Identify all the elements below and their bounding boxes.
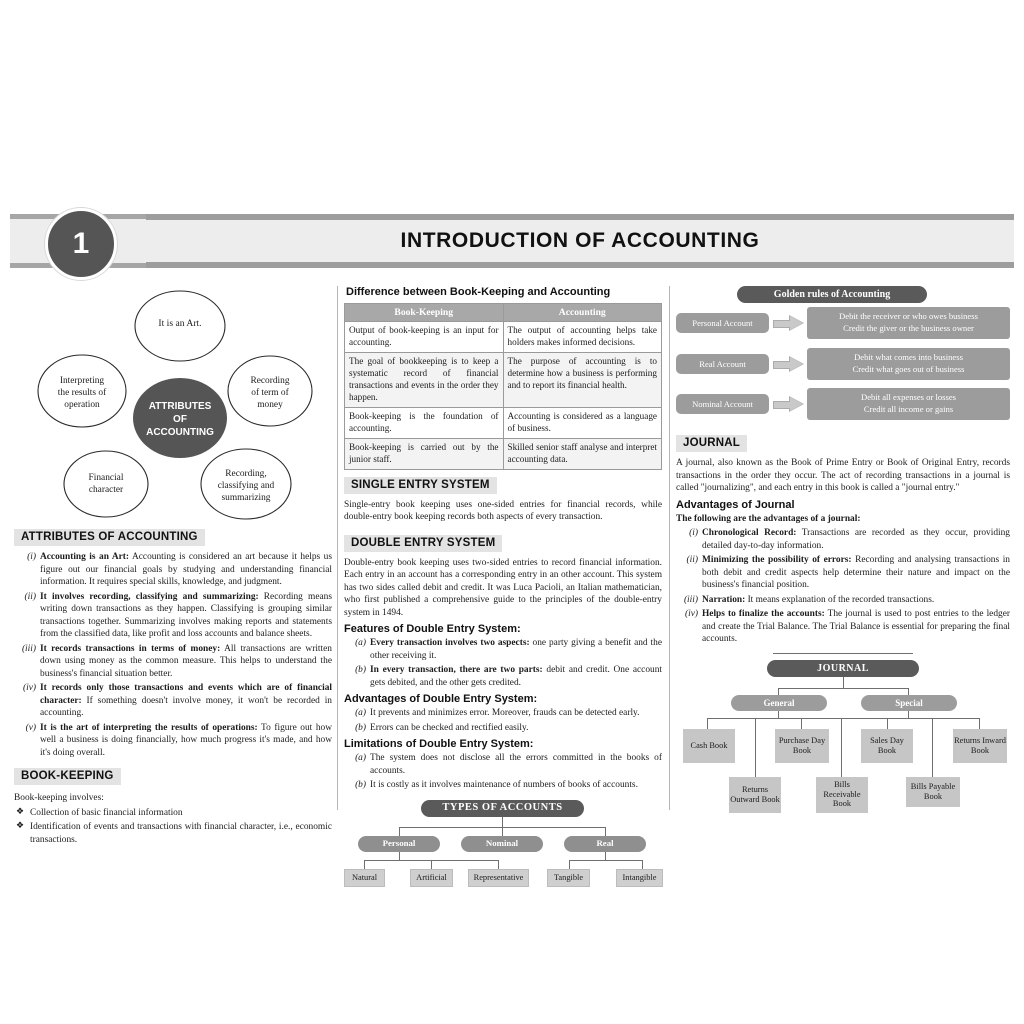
features-heading: Features of Double Entry System: — [344, 623, 521, 636]
chapter-header — [10, 208, 1014, 274]
table-cell: Book-keeping is carried out by the junior staff. — [345, 438, 504, 469]
svg-text:classifying and: classifying and — [217, 481, 275, 491]
journal-leaf-sales-day-book: Sales Day Book — [861, 729, 913, 763]
right-column — [676, 286, 1010, 810]
golden-rule-text-real — [807, 348, 1010, 380]
table-cell: Skilled senior staff analyse and interpret accounting data. — [503, 438, 662, 469]
journal-leaf-cash-book: Cash Book — [683, 729, 735, 763]
list-item-bold: Minimizing the possibility of errors: — [702, 555, 852, 565]
connector — [642, 860, 643, 869]
list-item — [14, 591, 332, 641]
journal-heading: JOURNAL — [676, 435, 747, 452]
list-item-bold: It records transactions in terms of money: — [40, 643, 221, 654]
connector — [431, 860, 432, 869]
section-separator — [773, 653, 913, 654]
connector — [707, 718, 979, 719]
list-item-text: Recording means writing down transactions as they happen. Classifying is grouping similar transactions together. Summarizing involves making reports and statements from the classified data, like profit and loss accounts and balance sheets. — [40, 591, 332, 639]
golden-rules-diagram — [676, 286, 1010, 428]
list-item — [14, 643, 332, 681]
chart-leaf-natural: Natural — [344, 869, 385, 887]
attributes-center-label: ATTRIBUTES — [148, 401, 212, 412]
list-item — [14, 551, 332, 589]
table-header-row — [345, 304, 662, 322]
table-header-cell: Book-Keeping — [345, 304, 504, 322]
journal-text: A journal, also known as the Book of Prime Entry or Book of Original Entry, records transactions in the order they occur. The act of recording transactions in a journal is called "journalizing", and each entry in this book is called a "journal entry." — [676, 458, 1010, 493]
attributes-list — [14, 551, 332, 759]
list-item — [14, 807, 332, 820]
connector — [843, 677, 844, 688]
attribute-node-label: Recording — [250, 376, 290, 386]
rule-line: Debit the receiver or who owes business — [839, 311, 978, 322]
attribute-node-label: It is an Art. — [158, 318, 202, 329]
list-item — [676, 594, 1010, 607]
column-divider-2 — [669, 286, 670, 810]
list-marker: (ii) — [24, 591, 36, 602]
page-title: INTRODUCTION OF ACCOUNTING — [400, 229, 760, 252]
list-item — [14, 682, 332, 720]
connector — [569, 860, 642, 861]
limitations-list — [344, 752, 662, 792]
list-marker: (a) — [355, 708, 366, 719]
double-entry-system-heading: DOUBLE ENTRY SYSTEM — [344, 535, 502, 552]
connector — [364, 860, 365, 869]
list-marker: (a) — [355, 638, 366, 649]
difference-table-title: Difference between Book-Keeping and Accounting — [346, 286, 611, 298]
list-item — [344, 707, 662, 720]
journal-leaf-returns-outward-book: Returns Outward Book — [729, 777, 781, 813]
chart-node-nominal: Nominal — [461, 836, 543, 852]
left-column — [14, 286, 332, 848]
svg-text:the results of: the results of — [57, 388, 107, 398]
golden-rule-text-personal — [807, 307, 1010, 339]
journal-node-special: Special — [861, 695, 957, 711]
table-cell: The purpose of accounting is to determine how a business is performing and to report its financial health. — [503, 352, 662, 407]
column-divider-1 — [337, 286, 338, 810]
table-cell: The output of accounting helps take holders makes informed decisions. — [503, 322, 662, 353]
middle-column — [344, 286, 662, 890]
connector — [605, 827, 606, 836]
connector — [778, 711, 779, 718]
chart-leaf-intangible: Intangible — [616, 869, 663, 887]
limitations-heading: Limitations of Double Entry System: — [344, 738, 534, 751]
connector — [908, 688, 909, 695]
connector — [569, 860, 570, 869]
list-item — [676, 554, 1010, 592]
list-item-text: Collection of basic financial information — [30, 807, 183, 818]
list-marker: (ii) — [686, 555, 698, 565]
journal-leaf-bills-receivable-book: Bills Receivable Book — [816, 777, 868, 813]
svg-text:summarizing: summarizing — [221, 493, 271, 503]
list-marker: (v) — [25, 722, 36, 733]
chart-leaf-artificial: Artificial — [410, 869, 453, 887]
svg-text:operation: operation — [64, 400, 100, 410]
list-item-text: one party giving a benefit and the other receiving it. — [370, 638, 662, 661]
list-item-text: If something doesn't involve money, it won't be recorded in accounting. — [40, 695, 332, 718]
single-entry-system-text: Single-entry book keeping uses one-sided entries for financial records, while double-entry book keeping records both aspects of every transaction. — [344, 499, 662, 523]
connector — [399, 827, 400, 836]
double-entry-system-text: Double-entry book keeping uses two-sided entries to record financial information. Each entry in an account has a corresponding entry in an other account. This system has two sides called debit and credit. It was Luca Pacioli, an Italian mathematician, who first published a comprehensive guide to the principles of the double-entry system in 1494. — [344, 557, 662, 618]
list-marker: (i) — [689, 528, 698, 538]
list-item-text: To figure out how well a business is doing financially, how much progress it's made, and how it's doing overall. — [40, 722, 332, 758]
attribute-node-label: Recording, — [225, 469, 267, 479]
list-marker: (b) — [355, 665, 366, 676]
svg-text:ACCOUNTING: ACCOUNTING — [146, 427, 214, 438]
list-item-bold: Accounting is an Art: — [40, 552, 130, 562]
chapter-number-badge: 1 — [45, 208, 117, 280]
rule-line: Credit what goes out of business — [852, 364, 965, 374]
journal-leaf-purchase-day-book: Purchase Day Book — [775, 729, 829, 763]
chart-leaf-tangible: Tangible — [547, 869, 590, 887]
list-item-text: The system does not disclose all the errors committed in the books of accounts. — [370, 753, 662, 776]
golden-rule-account-real: Real Account — [676, 354, 769, 374]
list-item-bold: Helps to finalize the accounts: — [702, 609, 825, 619]
difference-table — [344, 303, 662, 470]
list-marker: (b) — [355, 722, 366, 733]
rule-line: Credit all income or gains — [863, 404, 954, 414]
list-item — [344, 752, 662, 777]
connector — [502, 827, 503, 836]
list-item — [344, 722, 662, 735]
chart-root-node: TYPES OF ACCOUNTS — [421, 800, 584, 817]
list-item-text: Accounting is considered an art because it helps us figure out our financial goals by studying and understanding financial information. It requires special skills, knowledge, and judgment. — [40, 552, 332, 587]
list-marker: (b) — [355, 780, 366, 791]
rule-line: Credit the giver or the business owner — [843, 323, 974, 333]
table-cell: The goal of bookkeeping is to keep a systematic record of financial transactions and events in the order they happen. — [345, 352, 504, 407]
table-row — [345, 407, 662, 438]
svg-text:of term of: of term of — [251, 388, 289, 398]
connector — [841, 718, 842, 777]
list-item-text: The journal is used to post entries to the ledger and create the Trial Balance. The Trial Balance is essential for preparing the final accounts. — [702, 609, 1011, 644]
list-item-bold: Chronological Record: — [702, 528, 797, 538]
single-entry-system-heading: SINGLE ENTRY SYSTEM — [344, 477, 497, 494]
svg-text:character: character — [88, 485, 124, 495]
book-keeping-lead: Book-keeping involves: — [14, 793, 104, 803]
list-marker: (a) — [355, 753, 366, 764]
attributes-of-accounting-heading: ATTRIBUTES OF ACCOUNTING — [14, 529, 205, 546]
rule-line: Debit all expenses or losses — [861, 392, 956, 403]
journal-chart — [676, 660, 1010, 810]
connector — [778, 688, 908, 689]
list-item-text: Transactions are recorded as they occur, providing detailed day-to-day information. — [702, 528, 1010, 551]
list-item-bold: Narration: — [702, 594, 746, 605]
list-item — [676, 527, 1010, 552]
chart-leaf-representative: Representative — [468, 869, 529, 887]
connector — [979, 718, 980, 729]
diamond-bullet-icon: ❖ — [16, 805, 25, 816]
list-marker: (iii) — [21, 643, 36, 654]
list-item-text: Recording and analysing transactions in both debit and credit aspects help determine their nature and impact on the business's financial position. — [702, 555, 1010, 590]
advantages-of-journal-lead: The following are the advantages of a journal: — [676, 513, 861, 524]
table-row — [345, 438, 662, 469]
advantages-of-journal-heading: Advantages of Journal — [676, 498, 795, 511]
connector — [908, 711, 909, 718]
arrow-right-icon — [773, 316, 804, 330]
diamond-bullet-icon: ❖ — [16, 820, 25, 830]
list-item-text: All transactions are written down using money as the common measure. This helps to understand the business's financial situation better. — [40, 643, 332, 679]
svg-text:OF: OF — [173, 414, 187, 425]
list-item-text: It prevents and minimizes error. Moreover, frauds can be detected early. — [370, 708, 640, 719]
list-item-bold: In every transaction, there are two parts: — [370, 665, 543, 676]
list-item — [14, 722, 332, 760]
connector — [801, 718, 802, 729]
table-row — [345, 352, 662, 407]
list-marker: (iv) — [684, 609, 698, 619]
list-item — [14, 821, 332, 846]
list-marker: (iii) — [683, 594, 698, 605]
list-item-bold: Every transaction involves two aspects: — [370, 638, 530, 649]
rule-line: Debit what comes into business — [854, 352, 963, 363]
connector — [399, 852, 400, 860]
advantages-heading: Advantages of Double Entry System: — [344, 693, 538, 706]
book-keeping-list — [14, 807, 332, 847]
svg-text:money: money — [257, 400, 283, 410]
golden-rule-account-nominal: Nominal Account — [676, 394, 769, 414]
table-cell: Accounting is considered as a language of business. — [503, 407, 662, 438]
types-of-accounts-chart — [344, 800, 662, 890]
list-item — [344, 664, 662, 689]
list-item-text: It means explanation of the recorded transactions. — [745, 594, 935, 605]
connector — [932, 718, 933, 777]
list-marker: (iv) — [22, 683, 36, 693]
arrow-right-icon — [773, 357, 804, 371]
journal-leaf-bills-payable-book: Bills Payable Book — [906, 777, 960, 807]
connector — [707, 718, 708, 729]
list-item-bold: It records only those transactions and events which are of financial character: — [40, 683, 332, 706]
journal-node-general: General — [731, 695, 827, 711]
advantages-list — [344, 707, 662, 734]
golden-rule-text-nominal — [807, 388, 1010, 420]
journal-root-node: JOURNAL — [767, 660, 919, 677]
list-item-text: It is costly as it involves maintenance of numbers of books of accounts. — [370, 780, 638, 791]
connector — [755, 718, 756, 777]
list-item — [344, 779, 662, 792]
journal-leaf-returns-inward-book: Returns Inward Book — [953, 729, 1007, 763]
arrow-right-icon — [773, 397, 804, 411]
table-cell: Book-keeping is the foundation of accounting. — [345, 407, 504, 438]
golden-rule-account-personal: Personal Account — [676, 313, 769, 333]
golden-rules-title: Golden rules of Accounting — [737, 286, 927, 303]
table-header-cell: Accounting — [503, 304, 662, 322]
attribute-node-label: Interpreting — [59, 376, 105, 386]
list-item — [344, 637, 662, 662]
chart-node-real: Real — [564, 836, 646, 852]
table-cell: Output of book-keeping is an input for accounting. — [345, 322, 504, 353]
list-item-text: debit and credit. One account gets debited, and the other gets credited. — [370, 665, 662, 688]
advantages-of-journal-list — [676, 527, 1010, 646]
book-keeping-heading: BOOK-KEEPING — [14, 768, 121, 785]
attribute-node-label: Financial — [88, 473, 124, 483]
connector — [502, 817, 503, 827]
list-item-bold: It involves recording, classifying and summarizing: — [40, 591, 259, 602]
connector — [605, 852, 606, 860]
list-marker: (i) — [27, 552, 36, 562]
attributes-of-accounting-diagram — [14, 286, 332, 522]
connector — [498, 860, 499, 869]
chart-node-personal: Personal — [358, 836, 440, 852]
connector — [778, 688, 779, 695]
connector — [887, 718, 888, 729]
list-item-text: Errors can be checked and rectified easily. — [370, 722, 529, 733]
list-item-bold: It is the art of interpreting the results of operations: — [40, 722, 258, 733]
table-row — [345, 322, 662, 353]
list-item — [676, 608, 1010, 646]
list-item-text: Identification of events and transactions with financial character, i.e., economic transactions. — [30, 822, 332, 845]
features-list — [344, 637, 662, 689]
